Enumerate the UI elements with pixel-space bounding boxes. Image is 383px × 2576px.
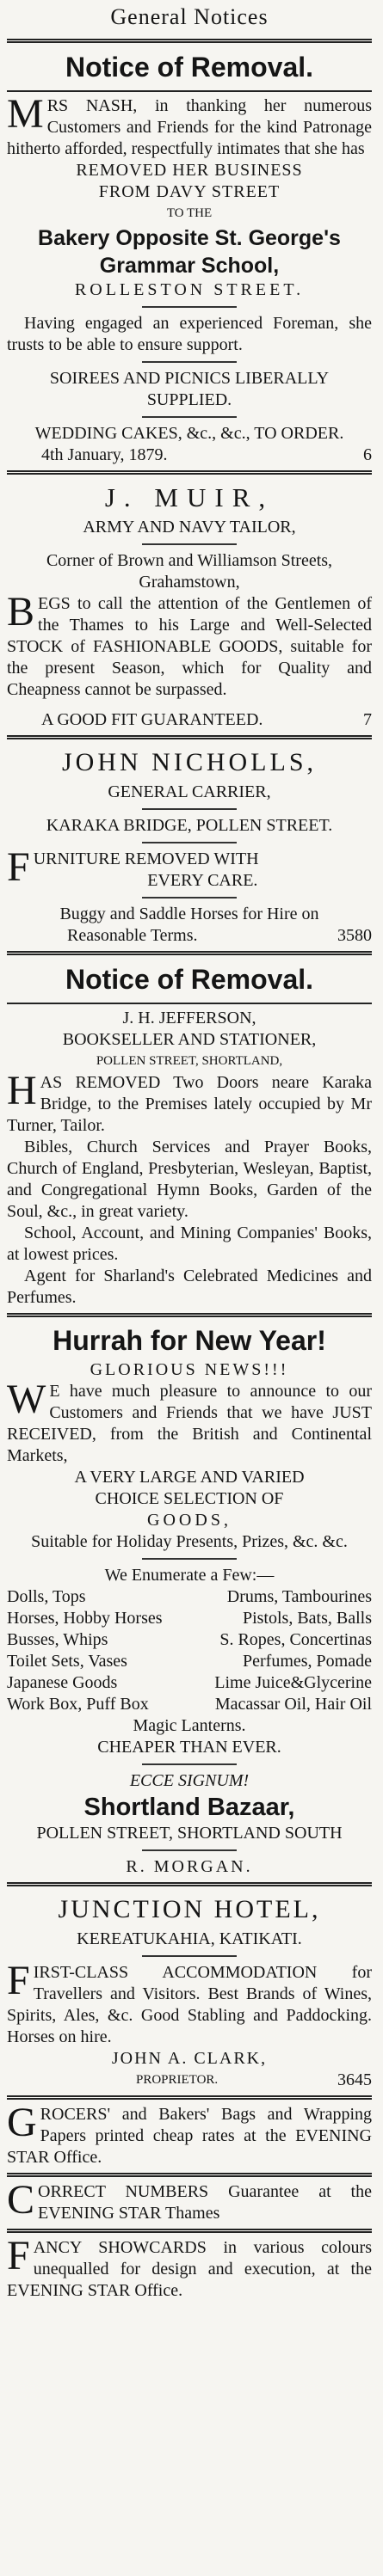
goods-item: Dolls, Tops bbox=[7, 1587, 86, 1606]
goods-item: Horses, Hobby Horses bbox=[7, 1609, 163, 1628]
text-line: KARAKA BRIDGE, POLLEN STREET. bbox=[46, 816, 333, 835]
drop-cap: F bbox=[7, 844, 30, 890]
text-line: CHOICE SELECTION OF bbox=[95, 1489, 284, 1508]
rule bbox=[142, 897, 237, 899]
goods-item: Perfumes, Pomade bbox=[243, 1652, 372, 1671]
ad-heading: JUNCTION HOTEL, bbox=[58, 1895, 321, 1923]
text-line: ROLLESTON STREET. bbox=[74, 280, 305, 299]
ad-heading: JOHN NICHOLLS, bbox=[62, 748, 317, 776]
rule bbox=[142, 361, 237, 363]
text-line: KEREATUKAHIA, KATIKATI. bbox=[77, 1929, 302, 1948]
rule bbox=[7, 1003, 372, 1004]
goods-row bbox=[7, 1608, 372, 1629]
ad-body: Agent for Sharland's Celebrated Medicines and Perfumes. bbox=[7, 1267, 372, 1307]
ad-body: Having engaged an experienced Foreman, she trusts to be able to ensure support. bbox=[7, 314, 372, 354]
text-line: ARMY AND NAVY TAILOR, bbox=[83, 518, 296, 537]
rule bbox=[7, 39, 372, 43]
ad-heading: Notice of Removal. bbox=[65, 964, 314, 995]
rule bbox=[142, 842, 237, 843]
ad-body: CORRECT NUMBERS Guarantee at the EVENING STAR Thames bbox=[7, 2177, 372, 2223]
text-line: We Enumerate a Few:— bbox=[104, 1566, 275, 1585]
goods-row bbox=[7, 1629, 372, 1651]
rule bbox=[142, 306, 237, 308]
ad-junction bbox=[7, 1891, 372, 2091]
text-line: 4th January, 1879. 6 bbox=[41, 445, 372, 464]
ad-body: MRS NASH, in thanking her numerous Customers and Friends for the kind Patronage hitherto afforded, respectfully intimates that she has bbox=[7, 91, 372, 158]
goods-item: Japanese Goods bbox=[7, 1673, 118, 1692]
ad-jefferson bbox=[7, 960, 372, 1309]
goods-row bbox=[7, 1694, 372, 1715]
rule bbox=[7, 2095, 372, 2100]
text-line: ECCE SIGNUM! bbox=[129, 1771, 250, 1790]
ad-heading: Notice of Removal. bbox=[65, 52, 314, 83]
goods-item: Busses, Whips bbox=[7, 1630, 108, 1649]
rule bbox=[7, 951, 372, 955]
text-line: Corner of Brown and Williamson Streets, bbox=[46, 551, 333, 570]
text-line: A VERY LARGE AND VARIED bbox=[74, 1468, 305, 1487]
drop-cap: W bbox=[7, 1377, 46, 1422]
rule bbox=[142, 1849, 237, 1851]
text-line: REMOVED HER BUSINESS bbox=[76, 161, 303, 180]
text-line: Shortland Bazaar, bbox=[83, 1794, 295, 1821]
ad-body: GROCERS' and Bakers' Bags and Wrapping Papers printed cheap rates at the EVENING STAR Office. bbox=[7, 2100, 372, 2167]
ad-correct bbox=[7, 2177, 372, 2224]
rule bbox=[142, 808, 237, 810]
text-line: EVERY CARE. bbox=[147, 871, 258, 890]
text-line: POLLEN STREET, SHORTLAND, bbox=[96, 1054, 283, 1068]
rule bbox=[7, 90, 372, 92]
text-line: SUPPLIED. bbox=[146, 390, 232, 409]
text-line: Grammar School, bbox=[99, 254, 280, 278]
text-line: JOHN A. CLARK, bbox=[111, 2049, 268, 2068]
rule bbox=[7, 2173, 372, 2177]
goods-item: Toilet Sets, Vases bbox=[7, 1652, 127, 1671]
text-line: CHEAPER THAN EVER. bbox=[97, 1738, 281, 1757]
ad-body: FURNITURE REMOVED WITH bbox=[7, 844, 259, 890]
text-line: GENERAL CARRIER, bbox=[108, 782, 271, 801]
text-line: Bakery Opposite St. George's bbox=[38, 226, 341, 250]
ad-body: FANCY SHOWCARDS in various colours unequalled for design and execution, at the EVENING STAR Office. bbox=[7, 2233, 372, 2300]
ad-nash bbox=[7, 47, 372, 466]
text-line: GOODS, bbox=[147, 1511, 232, 1530]
goods-item: Lime Juice&Glycerine bbox=[214, 1673, 372, 1692]
text-line: A GOOD FIT GUARANTEED. 7 bbox=[41, 710, 372, 729]
ad-morgan bbox=[7, 1322, 372, 1878]
ad-grocers bbox=[7, 2100, 372, 2168]
ad-nicholls bbox=[7, 744, 372, 947]
drop-cap: F bbox=[7, 1958, 30, 2003]
ad-heading: J. MUIR, bbox=[104, 482, 275, 512]
rule bbox=[142, 1558, 237, 1560]
text-line: Grahamstown, bbox=[139, 573, 240, 592]
rule bbox=[142, 416, 237, 418]
drop-cap: B bbox=[7, 589, 35, 635]
rule bbox=[7, 2229, 372, 2233]
text-line: J. H. JEFFERSON, bbox=[122, 1009, 256, 1027]
ad-body: Bibles, Church Services and Prayer Books, Church of England, Presbyterian, Wesleyan, Baptist, and Congregational Hymn Books, Garden of the Soul, &c., in great variety. bbox=[7, 1138, 372, 1221]
drop-cap: H bbox=[7, 1068, 37, 1113]
goods-row bbox=[7, 1651, 372, 1672]
ad-body: FIRST-CLASS ACCOMMODATION for Travellers and Visitors. Best Brands of Wines, Spirits, Ales, &c. Good Stabling and Paddocking. Horses on hire. bbox=[7, 1958, 372, 2046]
goods-row bbox=[7, 1586, 372, 1608]
text-line: POLLEN STREET, SHORTLAND SOUTH bbox=[36, 1824, 343, 1843]
goods-item: Drums, Tambourines bbox=[226, 1587, 372, 1606]
text-line: PROPRIETOR. 3645 bbox=[136, 2070, 372, 2089]
ad-fancy bbox=[7, 2233, 372, 2302]
text-line: Buggy and Saddle Horses for Hire on bbox=[59, 905, 319, 923]
text-line: Reasonable Terms. 3580 bbox=[67, 926, 372, 945]
rule bbox=[142, 543, 237, 545]
section-header: General Notices bbox=[110, 4, 269, 29]
rule bbox=[7, 1882, 372, 1886]
ad-body: HAS REMOVED Two Doors neare Karaka Bridge, to the Premises lately occupied by Mr Turner, Tailor. bbox=[7, 1068, 372, 1135]
text-line: BOOKSELLER AND STATIONER, bbox=[62, 1030, 317, 1049]
ad-body: W E have much pleasure to announce to our Customers and Friends that we have JUST RECEIVED, from the British and Continental Markets, bbox=[7, 1377, 372, 1465]
goods-row bbox=[7, 1672, 372, 1694]
goods-list bbox=[7, 1586, 372, 1715]
ad-body: School, Account, and Mining Companies' Books, at lowest prices. bbox=[7, 1224, 372, 1264]
goods-item: Macassar Oil, Hair Oil bbox=[214, 1695, 372, 1714]
text-line: Magic Lanterns. bbox=[133, 1716, 246, 1735]
drop-cap: C bbox=[7, 2177, 35, 2223]
ad-muir bbox=[7, 479, 372, 731]
ad-body: BEGS to call the attention of the Gentlemen of the Thames to his Large and Well-Selected STOCK of FASHIONABLE GOODS, suitable for the present Season, which for Quality and Cheapness cannot be surpassed. bbox=[7, 589, 372, 699]
text-line: R. MORGAN. bbox=[126, 1857, 253, 1876]
goods-item: Pistols, Bats, Balls bbox=[242, 1609, 372, 1628]
rule bbox=[7, 735, 372, 739]
drop-cap: F bbox=[7, 2233, 30, 2279]
text-line: SOIREES AND PICNICS LIBERALLY bbox=[49, 369, 330, 388]
goods-item: Work Box, Puff Box bbox=[7, 1695, 149, 1714]
drop-cap: G bbox=[7, 2100, 37, 2145]
text-line: GLORIOUS NEWS!!! bbox=[90, 1360, 289, 1379]
text-line: FROM DAVY STREET bbox=[98, 182, 281, 201]
rule bbox=[7, 470, 372, 475]
text-line: TO THE bbox=[166, 206, 213, 220]
text-line: Suitable for Holiday Presents, Prizes, &c. &c. bbox=[31, 1532, 348, 1551]
rule bbox=[142, 1955, 237, 1957]
goods-item: S. Ropes, Concertinas bbox=[219, 1630, 372, 1649]
ad-heading: Hurrah for New Year! bbox=[53, 1325, 326, 1356]
rule bbox=[142, 1763, 237, 1765]
rule bbox=[7, 1313, 372, 1317]
text-line: WEDDING CAKES, &c., &c., TO ORDER. bbox=[34, 424, 344, 443]
drop-cap: M bbox=[7, 91, 44, 137]
